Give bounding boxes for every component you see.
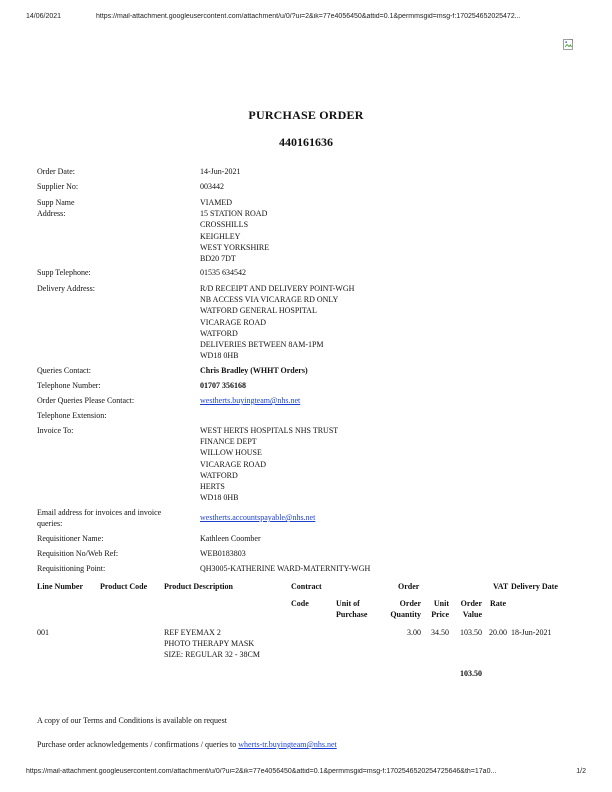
broken-image-icon bbox=[563, 38, 575, 50]
address-line: WD18 0HB bbox=[200, 351, 239, 361]
order-queries-label: Order Queries Please Contact: bbox=[37, 396, 135, 405]
column-header-unit-price bbox=[425, 598, 449, 620]
quantity-cell: 3.00 bbox=[407, 628, 421, 637]
acknowledgement-text: Purchase order acknowledgements / confirmations / queries to bbox=[37, 740, 237, 749]
supplier-name: VIAMED bbox=[200, 198, 232, 207]
supp-telephone-label: Supp Telephone: bbox=[37, 268, 91, 277]
print-footer-url: https://mail-attachment.googleusercontent.com/attachment/u/0/?ui=2&ik=77e4056450&attid=0.1&permmsgid=msg-f:1702546520254725646&th=17a0... bbox=[26, 768, 497, 775]
supp-telephone-value: 01535 634542 bbox=[200, 268, 246, 277]
column-header-order: Order bbox=[398, 582, 420, 591]
page-number: 1/2 bbox=[576, 768, 586, 775]
column-header-vat: VAT bbox=[493, 582, 509, 591]
description-line: PHOTO THERAPY MASK bbox=[164, 639, 255, 649]
address-line: R/D RECEIPT AND DELIVERY POINT-WGH bbox=[200, 284, 355, 293]
order-date-value: 14-Jun-2021 bbox=[200, 167, 241, 176]
purchase-order-number: 440161636 bbox=[279, 135, 333, 149]
column-header-order-value bbox=[451, 598, 482, 620]
address-line: NB ACCESS VIA VICARAGE RD ONLY bbox=[200, 295, 339, 305]
column-header-product-description: Product Description bbox=[164, 582, 233, 591]
requisitioning-point-value: QH3005-KATHERINE WARD-MATERNITY-WGH bbox=[200, 564, 371, 573]
document-title: PURCHASE ORDER bbox=[248, 108, 364, 122]
product-description-cell bbox=[164, 627, 260, 661]
order-value-cell: 103.50 bbox=[460, 628, 482, 637]
address-line: FINANCE DEPT bbox=[200, 437, 257, 447]
buying-team-email-link[interactable]: westherts.buyingteam@nhs.net bbox=[200, 396, 301, 405]
order-total: 103.50 bbox=[460, 669, 482, 678]
column-header-order-value-2: Value bbox=[462, 610, 482, 620]
telephone-number-value: 01707 356168 bbox=[200, 381, 246, 390]
supplier-address bbox=[200, 197, 500, 264]
delivery-date-cell: 18-Jun-2021 bbox=[511, 628, 552, 637]
column-header-order-value-1: Order bbox=[460, 599, 482, 608]
delivery-address-label: Delivery Address: bbox=[37, 284, 95, 293]
column-header-order-sub: Order bbox=[399, 599, 421, 608]
address-line: WATFORD bbox=[200, 328, 238, 338]
address-line: BD20 7DT bbox=[200, 254, 236, 264]
invoice-to-label: Invoice To: bbox=[37, 426, 74, 435]
requisitioning-point-label: Requisitioning Point: bbox=[37, 564, 106, 573]
acknowledgement-note bbox=[37, 740, 337, 749]
requisitioner-name-value: Kathleen Coomber bbox=[200, 534, 261, 543]
print-url: https://mail-attachment.googleusercontent.com/attachment/u/0/?ui=2&ik=77e4056450&attid=0.1&permmsgid=msg-f:170254652025472... bbox=[96, 13, 521, 20]
order-date-label: Order Date: bbox=[37, 167, 75, 176]
address-line: HERTS bbox=[200, 482, 225, 492]
description-line: SIZE: REGULAR 32 - 38CM bbox=[164, 650, 260, 660]
invoice-address bbox=[200, 425, 500, 503]
column-header-unit-of: Unit of bbox=[336, 599, 360, 608]
address-line: WD18 0HB bbox=[200, 493, 239, 503]
column-header-line-number: Line Number bbox=[37, 582, 83, 591]
column-header-price: Price bbox=[431, 610, 449, 620]
column-header-rate: Rate bbox=[490, 599, 506, 608]
column-header-quantity: Quantity bbox=[390, 610, 421, 620]
address-line: WEST HERTS HOSPITALS NHS TRUST bbox=[200, 426, 339, 435]
column-header-contract: Contract bbox=[291, 582, 322, 591]
column-header-delivery-date: Delivery Date bbox=[511, 582, 558, 591]
invoice-email-label-line: Email address for invoices and invoice bbox=[37, 508, 162, 517]
address-line: WEST YORKSHIRE bbox=[200, 242, 270, 252]
line-number-cell: 001 bbox=[37, 628, 49, 637]
column-header-order-quantity bbox=[383, 598, 421, 620]
accounts-payable-email-link[interactable]: westherts.accountspayable@nhs.net bbox=[200, 513, 316, 522]
supp-name-label: Supp Name bbox=[37, 198, 75, 207]
supp-name-address-label bbox=[37, 197, 187, 219]
address-line: DELIVERIES BETWEEN 8AM-1PM bbox=[200, 340, 324, 350]
supplier-no-value: 003442 bbox=[200, 182, 224, 191]
description-line: REF EYEMAX 2 bbox=[164, 628, 221, 637]
unit-price-cell: 34.50 bbox=[431, 628, 449, 637]
column-header-unit-of-purchase bbox=[336, 598, 367, 620]
address-line: WILLOW HOUSE bbox=[200, 448, 262, 458]
acknowledgement-email-link[interactable]: wherts-tr.buyingteam@nhs.net bbox=[238, 740, 337, 749]
queries-contact-label: Queries Contact: bbox=[37, 366, 91, 375]
requisitioner-name-label: Requisitioner Name: bbox=[37, 534, 104, 543]
requisition-no-value: WEB0183803 bbox=[200, 549, 246, 558]
vat-rate-cell: 20.00 bbox=[489, 628, 507, 637]
delivery-address bbox=[200, 283, 500, 361]
requisition-no-label: Requisition No/Web Ref: bbox=[37, 549, 119, 558]
print-header bbox=[26, 10, 586, 24]
column-header-unit: Unit bbox=[433, 599, 449, 608]
column-header-code: Code bbox=[291, 599, 309, 608]
address-line: WATFORD GENERAL HOSPITAL bbox=[200, 306, 317, 316]
terms-note: A copy of our Terms and Conditions is available on request bbox=[37, 716, 227, 725]
address-line: 15 STATION ROAD bbox=[200, 209, 268, 219]
telephone-extension-label: Telephone Extension: bbox=[37, 411, 107, 420]
column-header-purchase: Purchase bbox=[336, 610, 368, 620]
address-line: WATFORD bbox=[200, 470, 238, 480]
print-date: 14/06/2021 bbox=[26, 13, 62, 20]
supplier-no-label: Supplier No: bbox=[37, 182, 79, 191]
column-header-product-code: Product Code bbox=[100, 582, 148, 591]
telephone-number-label: Telephone Number: bbox=[37, 381, 101, 390]
invoice-email-label bbox=[37, 507, 187, 529]
address-line: CROSSHILLS bbox=[200, 220, 249, 230]
address-line: KEIGHLEY bbox=[200, 231, 241, 241]
invoice-email-label-line: queries: bbox=[37, 519, 63, 529]
address-line: VICARAGE ROAD bbox=[200, 317, 266, 327]
address-line: VICARAGE ROAD bbox=[200, 459, 266, 469]
queries-contact-value: Chris Bradley (WHHT Orders) bbox=[200, 366, 308, 375]
address-label: Address: bbox=[37, 209, 66, 219]
